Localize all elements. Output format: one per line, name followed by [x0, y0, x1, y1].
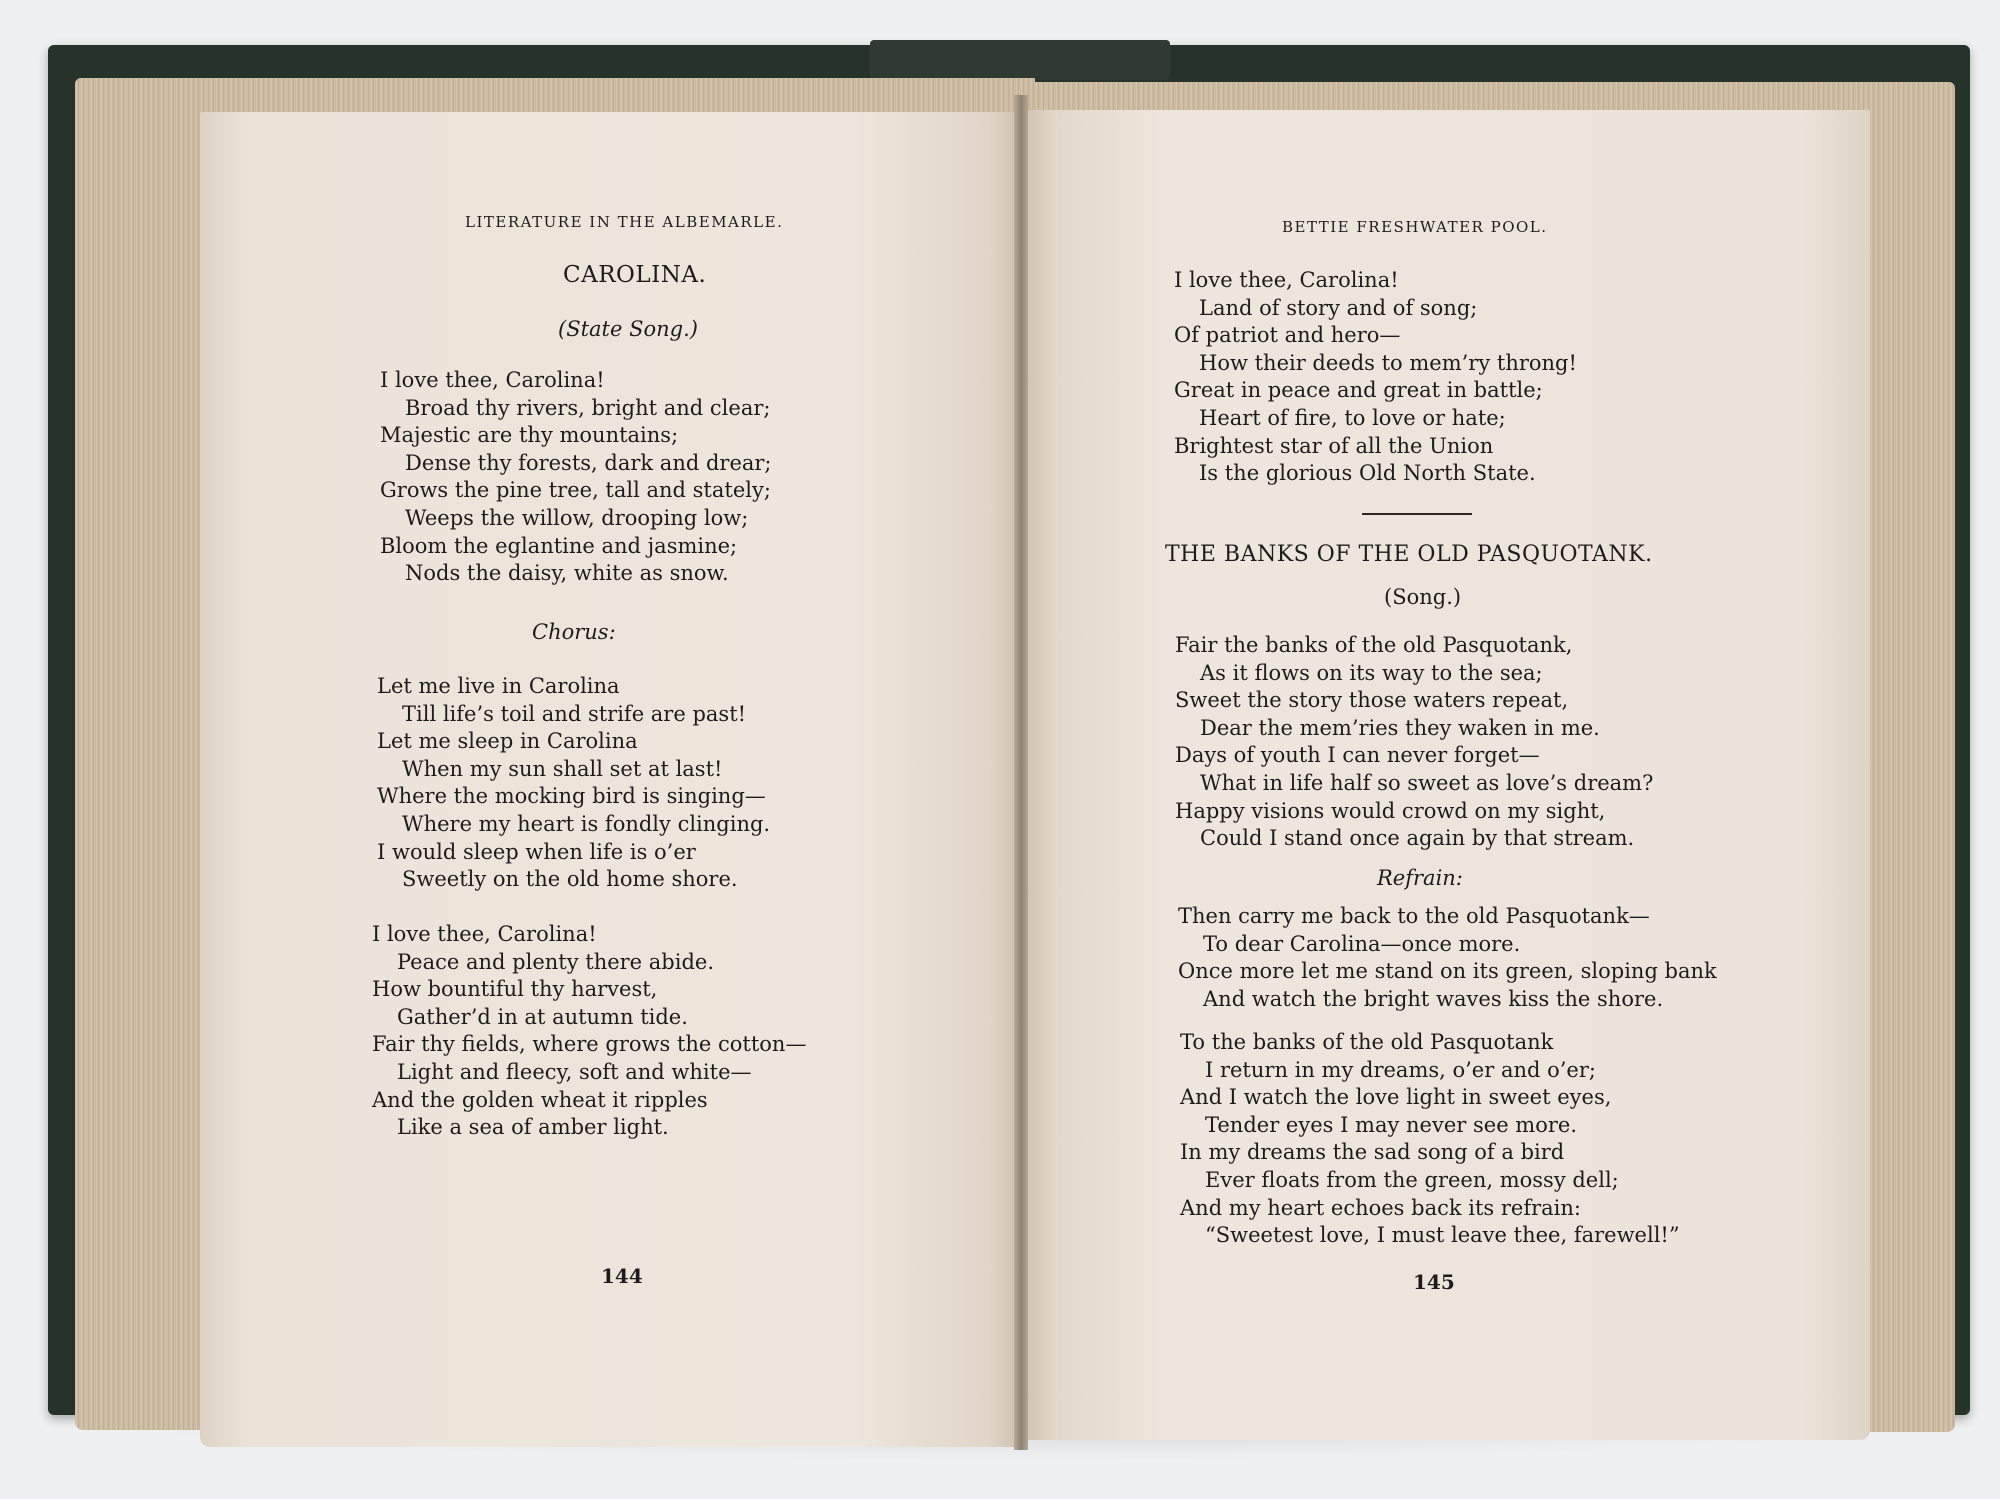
verse-line: What in life half so sweet as love’s dream? — [1200, 770, 1654, 795]
stanza-2-left — [372, 922, 806, 1143]
verse-line: “Sweetest love, I must leave thee, farewell!” — [1205, 1223, 1680, 1248]
verse-line: Where my heart is fondly clinging. — [402, 811, 771, 836]
verse-line: Where the mocking bird is singing— — [377, 784, 766, 809]
verse-line: Broad thy rivers, bright and clear; — [405, 395, 771, 420]
verse-line: Once more let me stand on its green, sloping bank — [1178, 959, 1717, 984]
verse-line: When my sun shall set at last! — [402, 756, 723, 781]
verse-line: Till life’s toil and strife are past! — [402, 701, 747, 726]
verse-line: How their deeds to mem’ry throng! — [1199, 350, 1577, 375]
running-head-right: BETTIE FRESHWATER POOL. — [1282, 218, 1548, 236]
refrain-stanza — [1178, 904, 1717, 1014]
verse-line: Brightest star of all the Union — [1174, 433, 1494, 458]
verse-line: I love thee, Carolina! — [372, 922, 597, 946]
verse-line: Fair the banks of the old Pasquotank, — [1175, 633, 1573, 657]
poem-subtitle-state-song: (State Song.) — [558, 317, 698, 341]
verse-line: Happy visions would crowd on my sight, — [1175, 798, 1606, 823]
verse-line: Great in peace and great in battle; — [1174, 378, 1543, 403]
verse-line: Could I stand once again by that stream. — [1200, 826, 1635, 851]
verse-line: How bountiful thy harvest, — [372, 977, 658, 1002]
verse-line: Nods the daisy, white as snow. — [405, 561, 729, 586]
verse-line: Let me live in Carolina — [377, 674, 620, 698]
refrain-label: Refrain: — [1377, 866, 1463, 890]
chorus-label: Chorus: — [532, 620, 616, 644]
verse-line: Ever floats from the green, mossy dell; — [1205, 1167, 1619, 1192]
verse-line: Is the glorious Old North State. — [1199, 461, 1536, 486]
poem-subtitle-song: (Song.) — [1384, 585, 1462, 609]
verse-line: And my heart echoes back its refrain: — [1180, 1195, 1581, 1220]
verse-line: Sweetly on the old home shore. — [402, 867, 738, 892]
verse-line: Peace and plenty there abide. — [397, 949, 715, 974]
verse-line: Gather’d in at autumn tide. — [397, 1004, 688, 1029]
verse-line: Light and fleecy, soft and white— — [397, 1059, 752, 1084]
book-spine — [870, 40, 1170, 80]
verse-line: Heart of fire, to love or hate; — [1199, 405, 1506, 430]
verse-line: Sweet the story those waters repeat, — [1175, 688, 1569, 713]
verse-line: Fair thy fields, where grows the cotton— — [372, 1032, 807, 1057]
verse-line: Bloom the eglantine and jasmine; — [380, 533, 738, 558]
book-gutter — [1014, 95, 1028, 1450]
page-number-left: 144 — [601, 1264, 643, 1288]
verse-line: And I watch the love light in sweet eyes, — [1180, 1085, 1612, 1110]
verse-line: As it flows on its way to the sea; — [1200, 660, 1543, 685]
verse-line: Let me sleep in Carolina — [377, 729, 638, 754]
right-page — [1022, 110, 1870, 1440]
poem-title-carolina: CAROLINA. — [563, 262, 707, 288]
verse-line: Weeps the willow, drooping low; — [405, 505, 749, 530]
running-head-left: LITERATURE IN THE ALBEMARLE. — [465, 213, 784, 231]
page-number-right: 145 — [1413, 1270, 1455, 1294]
verse-line: I would sleep when life is o’er — [377, 839, 696, 864]
verse-line: To the banks of the old Pasquotank — [1180, 1030, 1554, 1054]
verse-line: Like a sea of amber light. — [397, 1115, 669, 1140]
stanza-1-left — [380, 368, 772, 589]
stanza-1-right — [1175, 633, 1653, 854]
verse-line: Land of story and of song; — [1199, 295, 1478, 320]
chorus-stanza — [377, 674, 770, 895]
verse-line: I love thee, Carolina! — [1174, 268, 1399, 292]
verse-line: In my dreams the sad song of a bird — [1180, 1140, 1565, 1165]
verse-line: I return in my dreams, o’er and o’er; — [1205, 1057, 1596, 1082]
verse-line: Tender eyes I may never see more. — [1205, 1112, 1577, 1137]
verse-line: Majestic are thy mountains; — [380, 423, 679, 448]
verse-line: Then carry me back to the old Pasquotank— — [1178, 904, 1650, 928]
left-page — [200, 112, 1022, 1447]
verse-line: Dear the mem’ries they waken in me. — [1200, 715, 1600, 740]
stanza-2-right — [1180, 1030, 1680, 1251]
verse-line: Of patriot and hero— — [1174, 323, 1401, 348]
verse-line: To dear Carolina—once more. — [1203, 931, 1521, 956]
verse-line: I love thee, Carolina! — [380, 368, 605, 392]
verse-line: And the golden wheat it ripples — [372, 1087, 708, 1112]
poem-title-pasquotank: THE BANKS OF THE OLD PASQUOTANK. — [1165, 542, 1653, 567]
verse-line: Days of youth I can never forget— — [1175, 743, 1540, 768]
verse-line: Grows the pine tree, tall and stately; — [380, 478, 771, 503]
section-divider — [1362, 513, 1472, 515]
stanza-continued — [1174, 268, 1577, 489]
verse-line: Dense thy forests, dark and drear; — [405, 450, 772, 475]
verse-line: And watch the bright waves kiss the shore. — [1203, 986, 1664, 1011]
